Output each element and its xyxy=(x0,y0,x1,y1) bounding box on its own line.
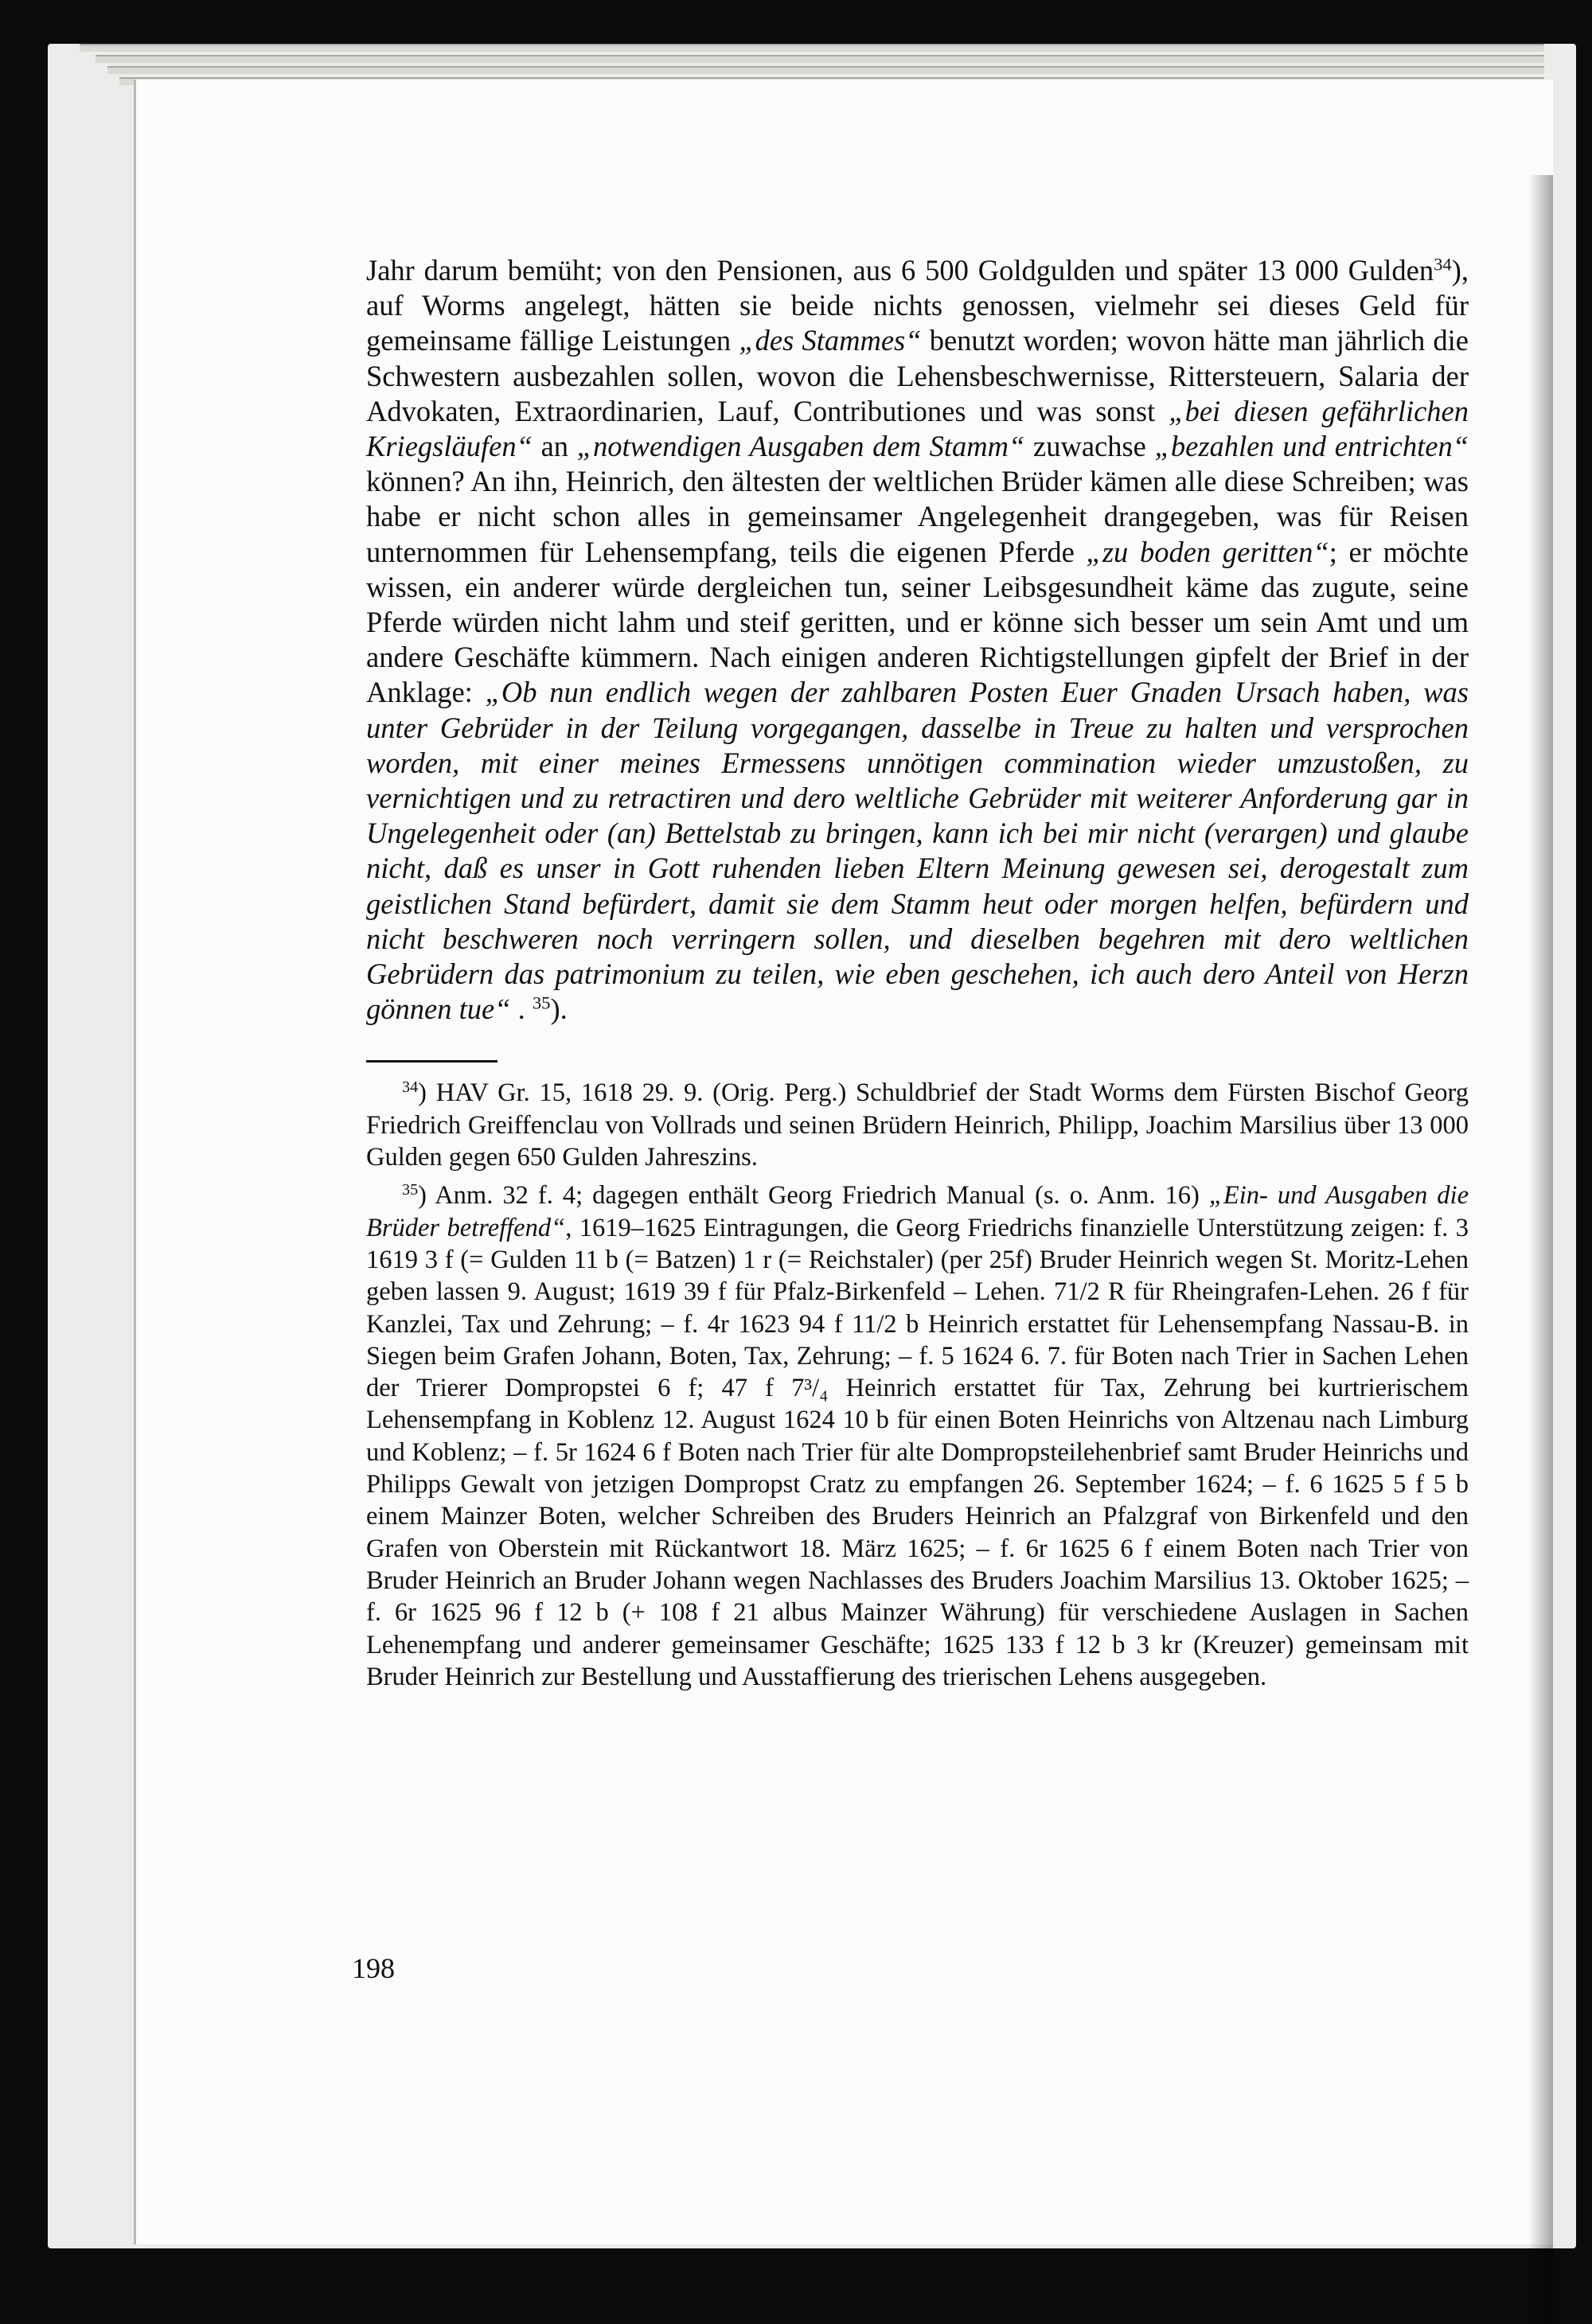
footnote-marker: 34 xyxy=(402,1078,419,1097)
main-paragraph xyxy=(366,253,1469,1027)
page-gutter-shadow xyxy=(1529,175,1553,2324)
body-text: ; er möchte wissen, ein anderer würde dergleichen tun, seiner Leibsgesundheit käme das zugute, seine Pferde würden nicht lahm und steif geritten, und er könne sich besser um sein Amt und um andere Geschäfte kümmern. Nach einigen anderen Richtigstellungen gipfelt der Brief in der Anklage: xyxy=(366,535,1469,709)
body-text: ), auf Worms angelegt, hätten sie beide nichts genossen, vielmehr sei dieses Geld für gemeinsame fällige Leistungen xyxy=(366,254,1469,357)
footnote-text: ) Anm. 32 f. 4; dagegen enthält Georg Friedrich Manual (s. o. Anm. 16) xyxy=(418,1181,1209,1211)
page-edge-stack xyxy=(107,66,1544,74)
footnote-marker: 35 xyxy=(402,1181,419,1199)
page-edge-stack xyxy=(96,55,1544,63)
footnotes xyxy=(366,1077,1469,1693)
footnote-35 xyxy=(366,1180,1469,1693)
body-text: ). xyxy=(550,992,568,1026)
page-edge-stack xyxy=(80,44,1544,52)
footnote-italic-quote: „Ein- und Ausgaben die Brüder betreffend“ xyxy=(366,1181,1469,1242)
body-text xyxy=(366,253,1469,1027)
body-text: an xyxy=(532,430,577,463)
footnote-34 xyxy=(366,1077,1469,1173)
footnote-text: , 1619–1625 Eintragungen, die Georg Friedrichs finanzielle Unterstützung zeigen: f. 3 1619 3 f (= Gulden 11 b (= Batzen) 1 r (= Reichstaler) (per 25f) Bruder Heinrich wegen St. Moritz-Lehen geben lassen 9. August; 1619 39 f für Pfalz-Birkenfeld – Lehen. 71/2 R für Rheingrafen-Lehen. 26 f für Kanzlei, Tax und Zehrung; – f. 4r 1623 94 f 11/2 b Heinrich erstattet für Lehensempfang Nassau-B. in Siegen beim Grafen Johann, Boten, Tax, Zehrung; – f. 5 1624 6. 7. für Boten nach Trier in Sachen Lehen der Trierer Dompropstei 6 f; 47 f 7³/₄ Heinrich erstattet für Tax, Zehrung bei kurtrierischem Lehensempfang in Koblenz 12. August 1624 10 b für einen Boten Heinrichs von Altzenau nach Limburg und Koblenz; – f. 5r 1624 6 f Boten nach Trier für alte Dompropsteilehenbrief samt Bruder Heinrichs und Philipps Gewalt von jetzigen Dompropst Cratz zu empfangen 26. September 1624; – f. 6 1625 5 f 5 b einem Mainzer Boten, welcher Schreiben des Bruders Heinrich an Pfalzgraf von Birkenfeld und den Grafen von Oberstein mit Rückantwort 18. März 1625; – f. 6r 1625 6 f einem Boten nach Trier von Bruder Heinrich an Bruder Johann wegen Nachlasses des Bruders Joachim Marsilius 13. Oktober 1625; – f. 6r 1625 96 f 12 b (+ 108 f 21 albus Mainzer Währung) für verschiedene Auslagen in Sachen Lehenempfang und anderer gemeinsamer Geschäfte; 1625 133 f 12 b 3 kr (Kreuzer) gemeinsam mit Bruder Heinrich zur Bestellung und Ausstaffierung des trierischen Lehens ausgegeben. xyxy=(366,1213,1469,1691)
body-text: . xyxy=(510,992,533,1026)
body-italic-quote: „des Stammes“ xyxy=(739,324,922,357)
body-italic-quote: „bezahlen und entrichten“ xyxy=(1154,430,1469,463)
page-content xyxy=(366,253,1469,1693)
body-italic-quote: „notwendigen Ausgaben dem Stamm“ xyxy=(576,430,1025,463)
body-italic-quote: „bei diesen gefährlichen Kriegsläufen“ xyxy=(366,394,1469,463)
body-footnote-ref: 34 xyxy=(1434,254,1452,275)
body-italic-quote: „zu boden geritten“ xyxy=(1086,535,1329,568)
footnote-text: ) HAV Gr. 15, 1618 29. 9. (Orig. Perg.) Schuldbrief der Stadt Worms dem Fürsten Bischof Georg Friedrich Greiffenclau von Vollrads und seinen Brüdern Heinrich, Philipp, Joachim Marsilius über 13 000 Gulden gegen 650 Gulden Jahreszins. xyxy=(366,1078,1469,1172)
body-text: benutzt worden; wovon hätte man jährlich die Schwestern ausbezahlen sollen, wovon die Lehensbeschwernisse, Rittersteuern, Salaria der Advokaten, Extraordinarien, Lauf, Contributiones und was sonst xyxy=(366,324,1469,427)
footnote-separator xyxy=(366,1060,498,1063)
body-text: Jahr darum bemüht; von den Pensionen, aus 6 500 Goldgulden und später 13 000 Gulden xyxy=(366,254,1434,287)
page-number: 198 xyxy=(352,1952,395,1984)
body-italic-quote: „Ob nun endlich wegen der zahlbaren Posten Euer Gnaden Ursach haben, was unter Gebrüder in der Teilung vorgegangen, dasselbe in Treue zu halten und versprochen worden, mit einer meines Ermessens unnötigen commination wieder umzustoßen, zu vernichtigen und zu retractiren und dero weltliche Gebrüder mit weiterer Anforderung gar in Ungelegenheit oder (an) Bettelstab zu bringen, kann ich bei mir nicht (verargen) und glaube nicht, daß es unser in Gott ruhenden lieben Eltern Meinung gewesen sei, derogestalt zum geistlichen Stand befürdert, damit sie dem Stamm heut oder morgen helfen, befürdern und nicht beschweren noch verringern sollen, und dieselben begehren mit dero weltlichen Gebrüdern das patrimonium zu teilen, wie eben geschehen, ich auch dero Anteil von Herzn gönnen tue“ xyxy=(366,676,1469,1026)
body-footnote-ref: 35 xyxy=(532,992,551,1013)
body-text: zuwachse xyxy=(1024,430,1155,463)
body-text: können? An ihn, Heinrich, den ältesten der weltlichen Brüder kämen alle diese Schreiben; was habe er nicht schon alles in gemeinsamer Angelegenheit drangegeben, was für Reisen unternommen für Lehensempfang, teils die eigenen Pferde xyxy=(366,465,1469,568)
